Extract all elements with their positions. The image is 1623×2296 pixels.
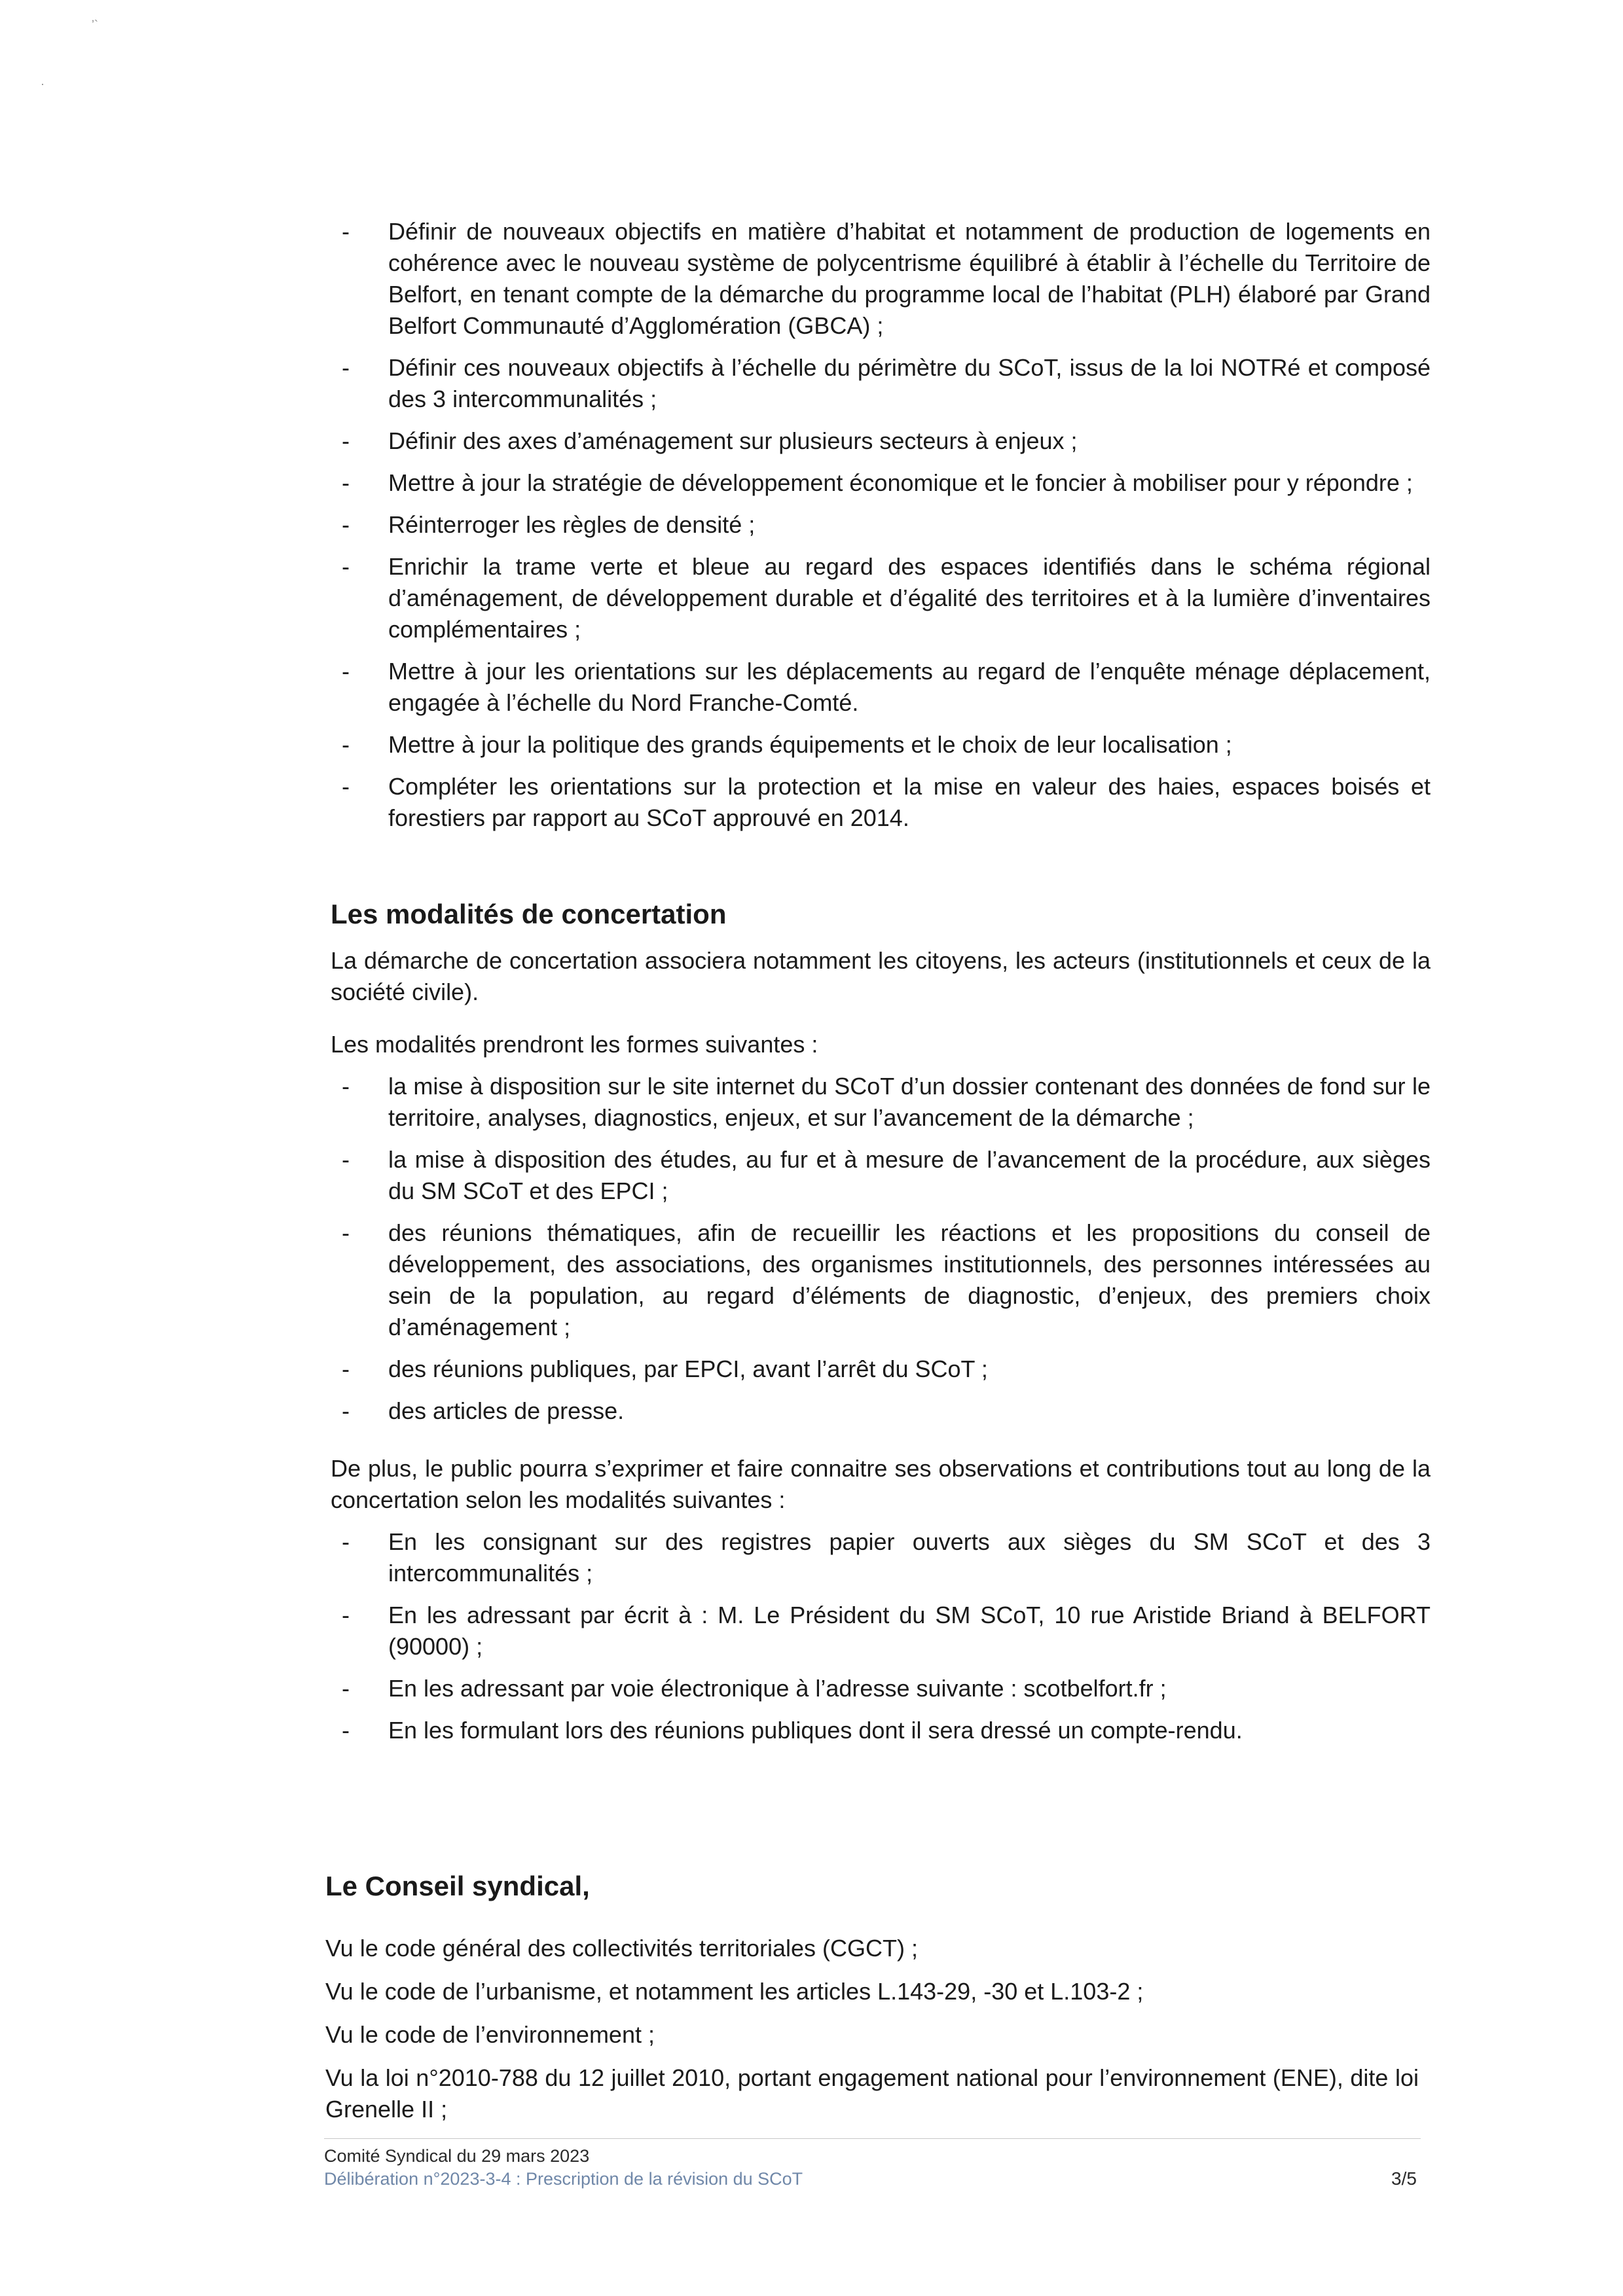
footer-deliberation: Délibération n°2023-3-4 : Prescription de la révision du SCoT	[324, 2169, 803, 2189]
vu-reference: Vu le code général des collectivités territoriales (CGCT) ;	[325, 1935, 919, 1962]
dash-bullet-icon: -	[342, 218, 350, 245]
objective-item	[331, 467, 1431, 499]
objectives-list	[331, 216, 1431, 834]
public-contribution-item-text: En les adressant par écrit à : M. Le Président du SM SCoT, 10 rue Aristide Briand à BELFORT (90000) ;	[388, 1602, 1431, 1660]
dash-bullet-icon: -	[342, 1675, 350, 1702]
dash-bullet-icon: -	[342, 773, 350, 800]
footer-divider	[324, 2138, 1421, 2139]
objective-item-text: Mettre à jour la politique des grands équipements et le choix de leur localisation ;	[388, 731, 1232, 758]
dash-bullet-icon: -	[342, 1355, 350, 1382]
concertation-form-item	[331, 1071, 1431, 1134]
objective-item-text: Mettre à jour les orientations sur les déplacements au regard de l’enquête ménage déplacement, engagée à l’échelle du Nord Franche-Comté.	[388, 658, 1431, 716]
public-contribution-item-text: En les formulant lors des réunions publiques dont il sera dressé un compte-rendu.	[388, 1717, 1243, 1744]
concertation-forms-intro: Les modalités prendront les formes suivantes :	[331, 1031, 818, 1058]
scan-speck-mark: ·	[41, 77, 45, 90]
page-number: 3/5	[1391, 2168, 1417, 2189]
dash-bullet-icon: -	[342, 1073, 350, 1100]
dash-bullet-icon: -	[342, 1219, 350, 1246]
conseil-heading: Le Conseil syndical,	[325, 1871, 590, 1901]
dash-bullet-icon: -	[342, 1717, 350, 1744]
dash-bullet-icon: -	[342, 427, 350, 454]
public-contribution-item	[331, 1715, 1431, 1746]
objective-item-text: Réinterroger les règles de densité ;	[388, 511, 756, 538]
concertation-form-item	[331, 1395, 1431, 1427]
objective-item	[331, 729, 1431, 761]
objective-item-text: Compléter les orientations sur la protection et la mise en valeur des haies, espaces boisés et forestiers par rapport au SCoT approuvé en 2014.	[388, 773, 1431, 831]
dash-bullet-icon: -	[342, 731, 350, 758]
concertation-form-item-text: la mise à disposition des études, au fur et à mesure de l’avancement de la procédure, aux sièges du SM SCoT et des EPCI ;	[388, 1146, 1431, 1204]
dash-bullet-icon: -	[342, 354, 350, 381]
scan-speck-mark: ʼ`	[92, 18, 98, 31]
concertation-form-item-text: des réunions thématiques, afin de recueillir les réactions et les propositions du conseil de développement, des associations, des organismes institutionnels, des personnes intéressées au sein de la population, au regard d’éléments de diagnostic, d’enjeux, des premiers choix d’aménagement ;	[388, 1219, 1431, 1340]
vu-list	[325, 1933, 1419, 2125]
public-contribution-item-text: En les consignant sur des registres papier ouverts aux sièges du SM SCoT et des 3 intercommunalités ;	[388, 1528, 1431, 1587]
objective-item	[331, 352, 1431, 415]
dash-bullet-icon: -	[342, 658, 350, 685]
objective-item	[331, 551, 1431, 645]
objective-item	[331, 425, 1431, 457]
dash-bullet-icon: -	[342, 1146, 350, 1173]
objective-item	[331, 771, 1431, 834]
concertation-forms-list	[331, 1071, 1431, 1427]
objective-item-text: Définir des axes d’aménagement sur plusieurs secteurs à enjeux ;	[388, 427, 1078, 454]
concertation-form-item-text: la mise à disposition sur le site internet du SCoT d’un dossier contenant des données de fond sur le territoire, analyses, diagnostics, enjeux, et sur l’avancement de la démarche ;	[388, 1073, 1431, 1131]
dash-bullet-icon: -	[342, 469, 350, 496]
concertation-form-item	[331, 1144, 1431, 1207]
objectives-section	[331, 216, 1431, 844]
vu-reference: Vu le code de l’urbanisme, et notamment les articles L.143-29, -30 et L.103-2 ;	[325, 1978, 1144, 2005]
vu-reference: Vu le code de l’environnement ;	[325, 2021, 655, 2048]
concertation-public-intro: De plus, le public pourra s’exprimer et faire connaitre ses observations et contributions tout au long de la concertation selon les modalités suivantes :	[331, 1455, 1431, 1513]
concertation-form-item-text: des articles de presse.	[388, 1397, 625, 1424]
dash-bullet-icon: -	[342, 1528, 350, 1555]
public-contribution-item	[331, 1526, 1431, 1589]
public-contribution-item	[331, 1673, 1431, 1704]
concertation-form-item	[331, 1217, 1431, 1343]
dash-bullet-icon: -	[342, 1602, 350, 1628]
concertation-form-item	[331, 1354, 1431, 1385]
concertation-section	[331, 897, 1431, 1757]
objective-item-text: Enrichir la trame verte et bleue au regard des espaces identifiés dans le schéma régional d’aménagement, de développement durable et d’égalité des territoires et à la lumière d’inventaires complémentaires ;	[388, 553, 1431, 643]
objective-item-text: Mettre à jour la stratégie de développement économique et le foncier à mobiliser pour y répondre ;	[388, 469, 1413, 496]
objective-item-text: Définir de nouveaux objectifs en matière d’habitat et notamment de production de logements en cohérence avec le nouveau système de polycentrisme équilibré à établir à l’échelle du Territoire de Belfort, en tenant compte de la démarche du programme local de l’habitat (PLH) élaboré par Grand Belfort Communauté d’Agglomération (GBCA) ;	[388, 218, 1431, 339]
dash-bullet-icon: -	[342, 553, 350, 580]
objective-item	[331, 656, 1431, 719]
objective-item	[331, 216, 1431, 342]
concertation-form-item-text: des réunions publiques, par EPCI, avant l’arrêt du SCoT ;	[388, 1355, 988, 1382]
dash-bullet-icon: -	[342, 1397, 350, 1424]
objective-item-text: Définir ces nouveaux objectifs à l’échelle du périmètre du SCoT, issus de la loi NOTRé et composé des 3 intercommunalités ;	[388, 354, 1431, 412]
objective-item	[331, 509, 1431, 541]
dash-bullet-icon: -	[342, 511, 350, 538]
concertation-intro: La démarche de concertation associera notamment les citoyens, les acteurs (institutionnels et ceux de la société civile).	[331, 947, 1431, 1005]
conseil-section	[325, 1869, 1419, 2137]
vu-reference: Vu la loi n°2010-788 du 12 juillet 2010, portant engagement national pour l’environnement (ENE), dite loi Grenelle II ;	[325, 2064, 1419, 2123]
public-contribution-item-text: En les adressant par voie électronique à l’adresse suivante : scotbelfort.fr ;	[388, 1675, 1167, 1702]
footer-meeting: Comité Syndical du 29 mars 2023	[324, 2146, 590, 2166]
concertation-heading: Les modalités de concertation	[331, 899, 727, 929]
public-contribution-item	[331, 1600, 1431, 1662]
concertation-public-list	[331, 1526, 1431, 1746]
